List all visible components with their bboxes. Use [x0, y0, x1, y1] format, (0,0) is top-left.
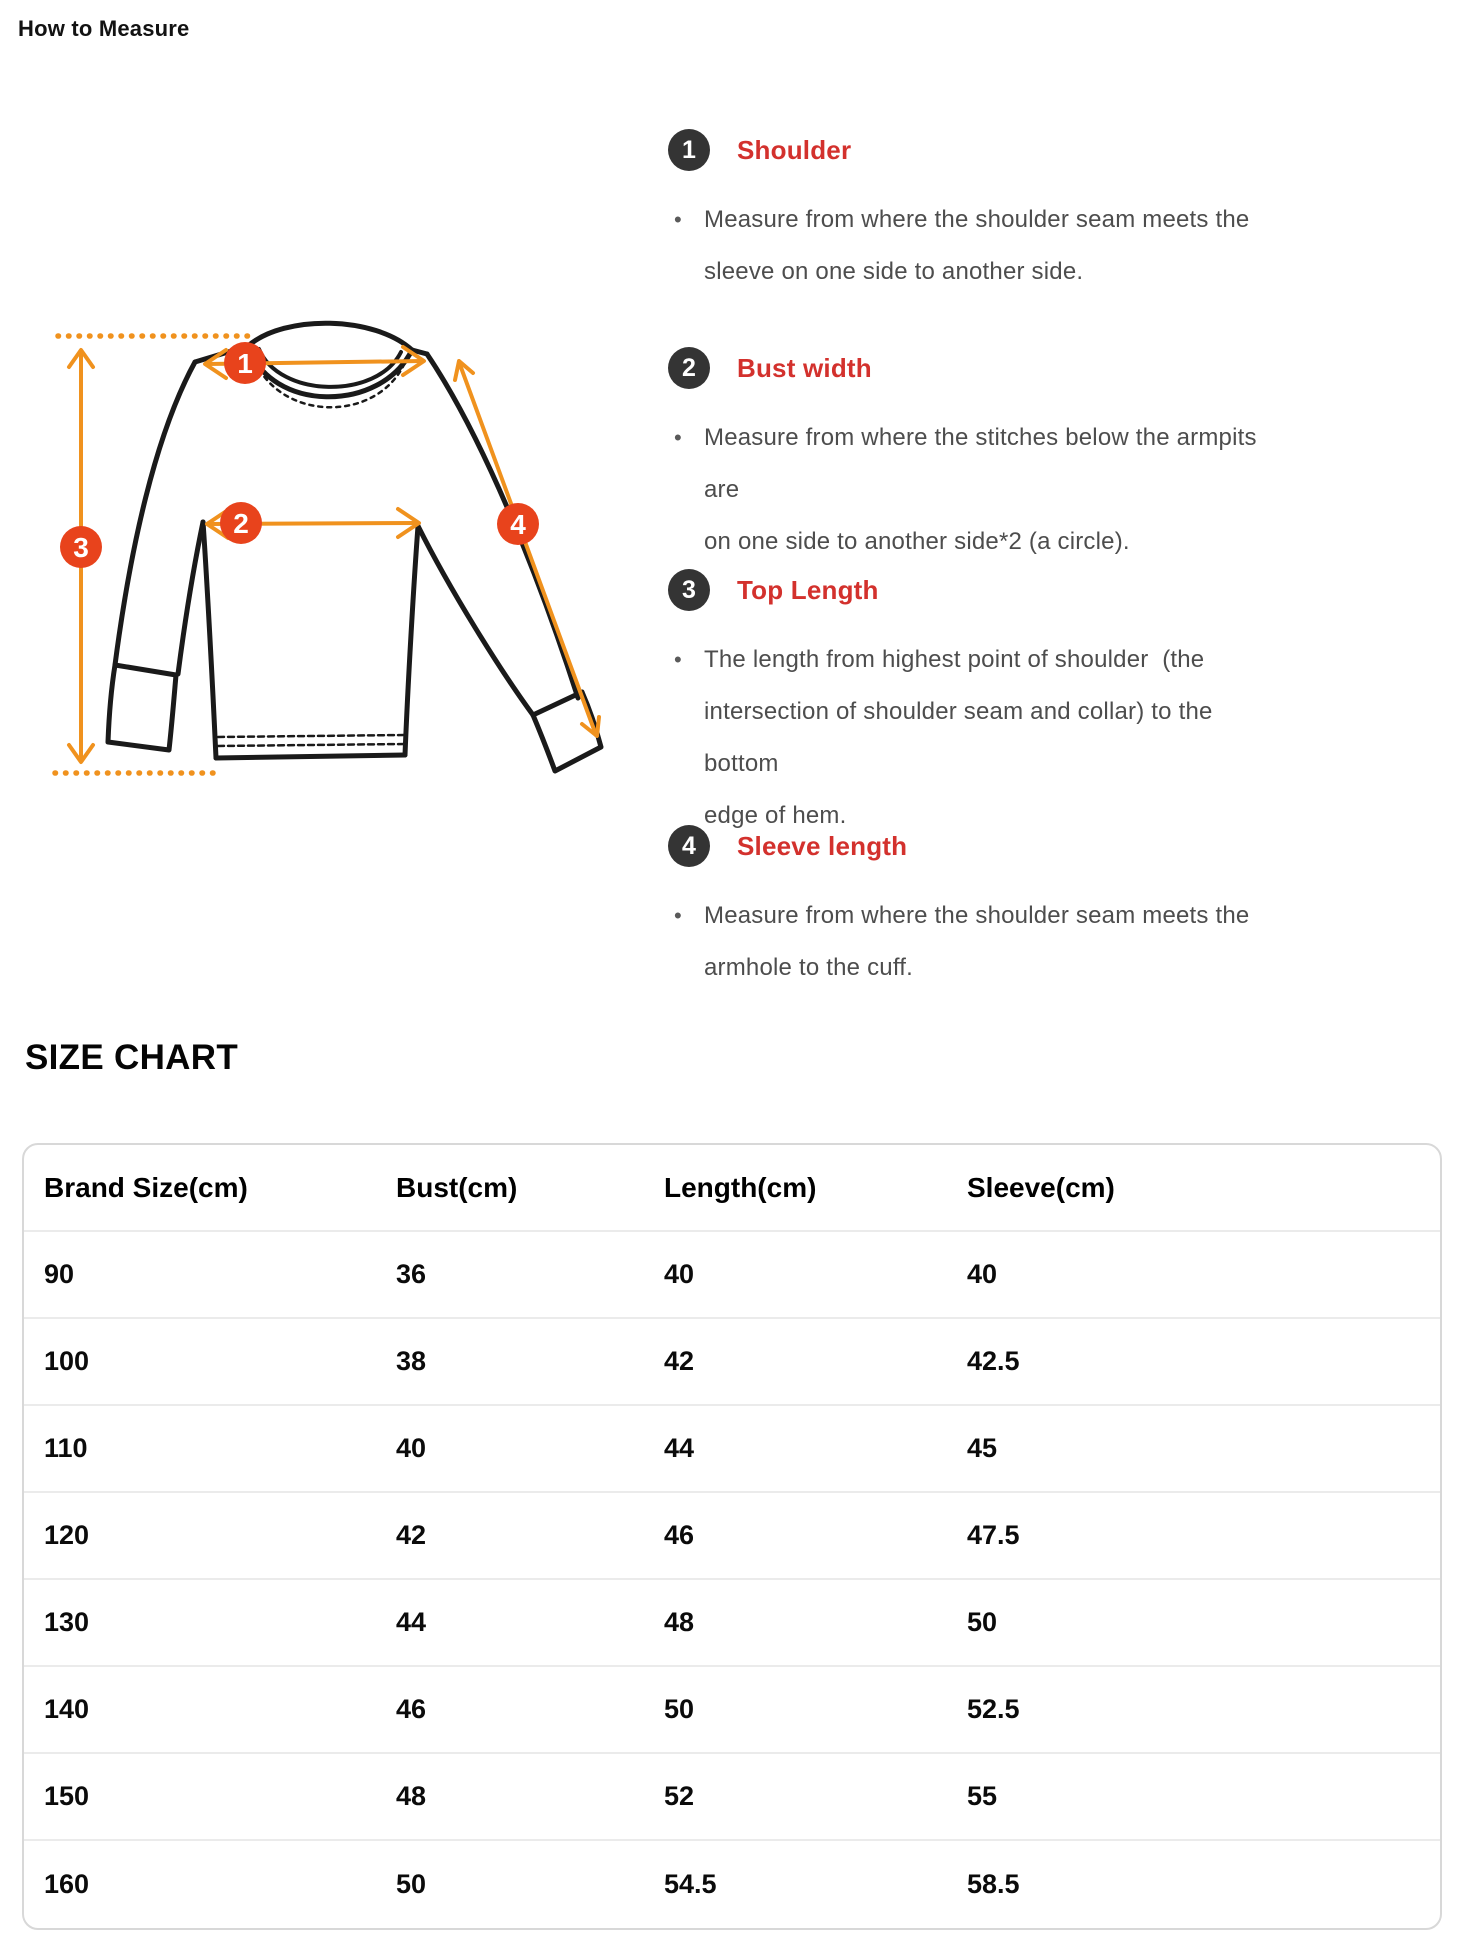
guide-item-header [668, 568, 1288, 612]
table-cell: 58.5 [967, 1869, 1020, 1899]
bullet-icon: • [674, 647, 682, 672]
table-cell: 48 [396, 1781, 427, 1811]
marker-3-label: 3 [73, 532, 89, 563]
table-cell: 52 [664, 1781, 695, 1811]
table-cell: 150 [44, 1781, 90, 1811]
table-cell: 52.5 [967, 1694, 1020, 1724]
table-cell: 110 [44, 1433, 88, 1463]
table-cell: 90 [44, 1259, 75, 1289]
table-cell: 45 [967, 1433, 998, 1463]
size-chart-heading: SIZE CHART [25, 1038, 238, 1077]
guide-item-shoulder [668, 128, 1288, 298]
guide-item-bust-width [668, 346, 1288, 568]
table-row [24, 1667, 1442, 1754]
table-cell: 38 [396, 1346, 427, 1376]
marker-1-label: 1 [237, 348, 253, 379]
table-cell: 50 [967, 1607, 998, 1637]
bullet-icon: • [674, 903, 682, 928]
table-cell: 48 [664, 1607, 695, 1637]
table-cell: 140 [44, 1694, 90, 1724]
table-cell: 40 [664, 1259, 695, 1289]
guide-item-description [668, 194, 1288, 298]
table-cell: 120 [44, 1520, 90, 1550]
guide-item-title: Sleeve length [737, 830, 908, 861]
table-cell: 42.5 [967, 1346, 1020, 1376]
table-cell: 42 [396, 1520, 427, 1550]
column-header-bust: Bust(cm) [396, 1171, 518, 1203]
table-row [24, 1580, 1442, 1667]
guide-item-title: Shoulder [737, 134, 852, 165]
guide-item-title: Bust width [737, 352, 872, 383]
guide-item-description [668, 634, 1288, 842]
column-header-length: Length(cm) [664, 1171, 817, 1203]
measure-annotations [55, 336, 599, 773]
description-line: Measure from where the shoulder seam meets the [704, 902, 1250, 929]
size-chart-table [22, 1143, 1442, 1930]
guide-item-description [668, 412, 1288, 568]
table-cell: 44 [664, 1433, 695, 1463]
diagram-number-markers [60, 342, 539, 568]
table-cell: 130 [44, 1607, 90, 1637]
table-cell: 40 [967, 1259, 998, 1289]
guide-item-description [668, 890, 1288, 994]
table-cell: 160 [44, 1869, 90, 1899]
table-cell: 54.5 [664, 1869, 717, 1899]
description-line: intersection of shoulder seam and collar) to the bottom [704, 698, 1220, 777]
step-1-badge: 1 [668, 129, 710, 171]
column-header-sleeve: Sleeve(cm) [967, 1171, 1115, 1203]
table-cell: 100 [44, 1346, 90, 1376]
page-title: How to Measure [18, 16, 190, 41]
guide-item-header [668, 346, 1288, 390]
table-row [24, 1319, 1442, 1406]
guide-item-header [668, 824, 1288, 868]
guide-item-header [668, 128, 1288, 172]
table-cell: 47.5 [967, 1520, 1020, 1550]
table-cell: 36 [396, 1259, 427, 1289]
table-row [24, 1232, 1442, 1319]
description-line: sleeve on one side to another side. [704, 258, 1084, 285]
table-row [24, 1493, 1442, 1580]
table-cell: 40 [396, 1433, 427, 1463]
guide-item-top-length [668, 568, 1288, 842]
description-line: armhole to the cuff. [704, 954, 914, 981]
table-cell: 55 [967, 1781, 998, 1811]
marker-2-label: 2 [233, 508, 249, 539]
description-line: on one side to another side*2 (a circle). [704, 528, 1130, 555]
table-header-row [24, 1145, 1442, 1232]
table-cell: 44 [396, 1607, 427, 1637]
sweater-measure-diagram [35, 250, 615, 795]
table-cell: 46 [664, 1520, 695, 1550]
description-line: The length from highest point of shoulder (the [704, 646, 1205, 673]
bullet-icon: • [674, 207, 682, 232]
bullet-icon: • [674, 425, 682, 450]
marker-4-label: 4 [510, 509, 526, 540]
description-line: Measure from where the shoulder seam meets the [704, 206, 1250, 233]
description-line: Measure from where the stitches below the armpits are [704, 424, 1264, 503]
guide-item-sleeve-length [668, 824, 1288, 994]
table-cell: 46 [396, 1694, 427, 1724]
column-header-brand-size: Brand Size(cm) [44, 1171, 248, 1203]
table-cell: 50 [664, 1694, 695, 1724]
table-cell: 42 [664, 1346, 695, 1376]
step-3-badge: 3 [668, 569, 710, 611]
table-row [24, 1406, 1442, 1493]
table-cell: 50 [396, 1869, 427, 1899]
table-row [24, 1841, 1442, 1928]
table-row [24, 1754, 1442, 1841]
guide-item-title: Top Length [737, 574, 879, 605]
description-line: edge of hem. [704, 802, 847, 829]
step-2-badge: 2 [668, 347, 710, 389]
step-4-badge: 4 [668, 825, 710, 867]
